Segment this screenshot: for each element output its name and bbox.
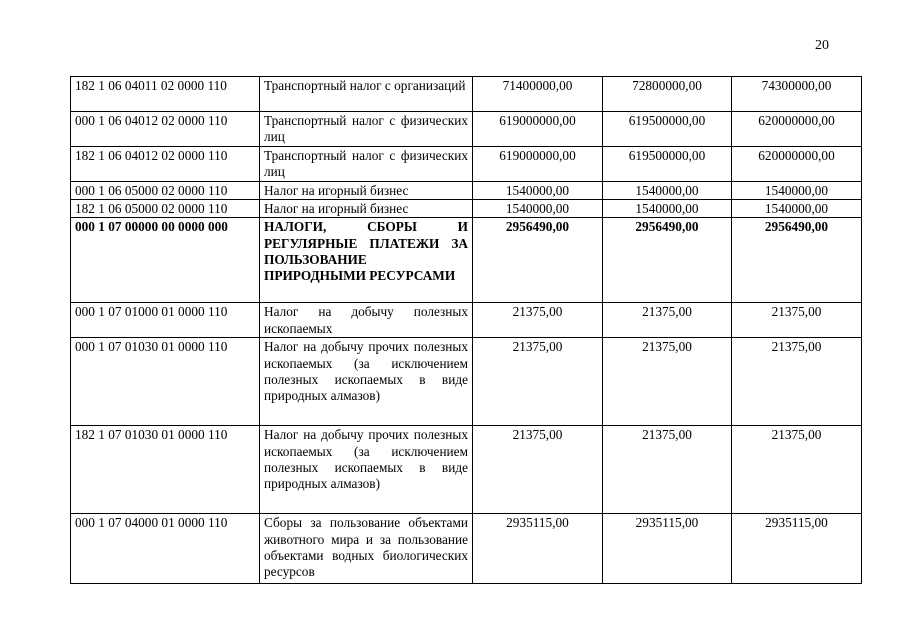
amount-year3-cell: 1540000,00 bbox=[732, 200, 862, 218]
revenue-name-cell: Налог на добычу прочих полезных ископаемых (за исключением полезных ископаемых в виде природных алмазов) bbox=[260, 426, 473, 514]
amount-year2-cell: 1540000,00 bbox=[603, 182, 732, 200]
table-row bbox=[71, 77, 862, 112]
amount-year2-cell: 72800000,00 bbox=[603, 77, 732, 112]
budget-code-cell: 182 1 06 04011 02 0000 110 bbox=[71, 77, 260, 112]
table-row bbox=[71, 112, 862, 147]
budget-code-cell: 000 1 07 01030 01 0000 110 bbox=[71, 338, 260, 426]
amount-year3-cell: 74300000,00 bbox=[732, 77, 862, 112]
revenue-name-cell: Сборы за пользование объектами животного мира и за пользование объектами водных биологических ресурсов bbox=[260, 514, 473, 584]
amount-year3-cell: 620000000,00 bbox=[732, 112, 862, 147]
revenue-name-cell: Транспортный налог с физических лиц bbox=[260, 147, 473, 182]
revenue-name-cell: Транспортный налог с организаций bbox=[260, 77, 473, 112]
table-row bbox=[71, 426, 862, 514]
amount-year1-cell: 21375,00 bbox=[473, 426, 603, 514]
amount-year2-cell: 21375,00 bbox=[603, 303, 732, 338]
amount-year3-cell: 2956490,00 bbox=[732, 218, 862, 303]
table-row bbox=[71, 514, 862, 584]
amount-year1-cell: 21375,00 bbox=[473, 338, 603, 426]
revenue-name-cell: Налог на добычу прочих полезных ископаемых (за исключением полезных ископаемых в виде природных алмазов) bbox=[260, 338, 473, 426]
budget-code-cell: 000 1 07 01000 01 0000 110 bbox=[71, 303, 260, 338]
amount-year2-cell: 1540000,00 bbox=[603, 200, 732, 218]
amount-year2-cell: 2935115,00 bbox=[603, 514, 732, 584]
amount-year1-cell: 1540000,00 bbox=[473, 200, 603, 218]
amount-year3-cell: 21375,00 bbox=[732, 426, 862, 514]
table-row bbox=[71, 147, 862, 182]
amount-year2-cell: 21375,00 bbox=[603, 338, 732, 426]
amount-year2-cell: 619500000,00 bbox=[603, 112, 732, 147]
amount-year1-cell: 619000000,00 bbox=[473, 147, 603, 182]
amount-year1-cell: 2935115,00 bbox=[473, 514, 603, 584]
page-number: 20 bbox=[815, 38, 829, 53]
amount-year1-cell: 71400000,00 bbox=[473, 77, 603, 112]
amount-year2-cell: 2956490,00 bbox=[603, 218, 732, 303]
amount-year1-cell: 619000000,00 bbox=[473, 112, 603, 147]
table-row bbox=[71, 200, 862, 218]
budget-code-cell: 182 1 06 05000 02 0000 110 bbox=[71, 200, 260, 218]
budget-revenue-table bbox=[70, 76, 862, 584]
budget-code-cell: 000 1 06 04012 02 0000 110 bbox=[71, 112, 260, 147]
amount-year3-cell: 21375,00 bbox=[732, 338, 862, 426]
budget-code-cell: 000 1 07 04000 01 0000 110 bbox=[71, 514, 260, 584]
amount-year3-cell: 1540000,00 bbox=[732, 182, 862, 200]
table-row bbox=[71, 182, 862, 200]
amount-year1-cell: 21375,00 bbox=[473, 303, 603, 338]
amount-year3-cell: 620000000,00 bbox=[732, 147, 862, 182]
amount-year1-cell: 1540000,00 bbox=[473, 182, 603, 200]
amount-year3-cell: 2935115,00 bbox=[732, 514, 862, 584]
table-row bbox=[71, 338, 862, 426]
budget-code-cell: 000 1 07 00000 00 0000 000 bbox=[71, 218, 260, 303]
table-row-section-total bbox=[71, 218, 862, 303]
budget-code-cell: 182 1 06 04012 02 0000 110 bbox=[71, 147, 260, 182]
revenue-name-cell: Налог на игорный бизнес bbox=[260, 182, 473, 200]
budget-code-cell: 182 1 07 01030 01 0000 110 bbox=[71, 426, 260, 514]
revenue-name-cell: Налог на добычу полезных ископаемых bbox=[260, 303, 473, 338]
revenue-name-cell: НАЛОГИ, СБОРЫ И РЕГУЛЯРНЫЕ ПЛАТЕЖИ ЗА ПОЛЬЗОВАНИЕ ПРИРОДНЫМИ РЕСУРСАМИ bbox=[260, 218, 473, 303]
amount-year2-cell: 21375,00 bbox=[603, 426, 732, 514]
revenue-name-cell: Налог на игорный бизнес bbox=[260, 200, 473, 218]
revenue-name-cell: Транспортный налог с физических лиц bbox=[260, 112, 473, 147]
budget-code-cell: 000 1 06 05000 02 0000 110 bbox=[71, 182, 260, 200]
amount-year1-cell: 2956490,00 bbox=[473, 218, 603, 303]
amount-year2-cell: 619500000,00 bbox=[603, 147, 732, 182]
table-row bbox=[71, 303, 862, 338]
amount-year3-cell: 21375,00 bbox=[732, 303, 862, 338]
